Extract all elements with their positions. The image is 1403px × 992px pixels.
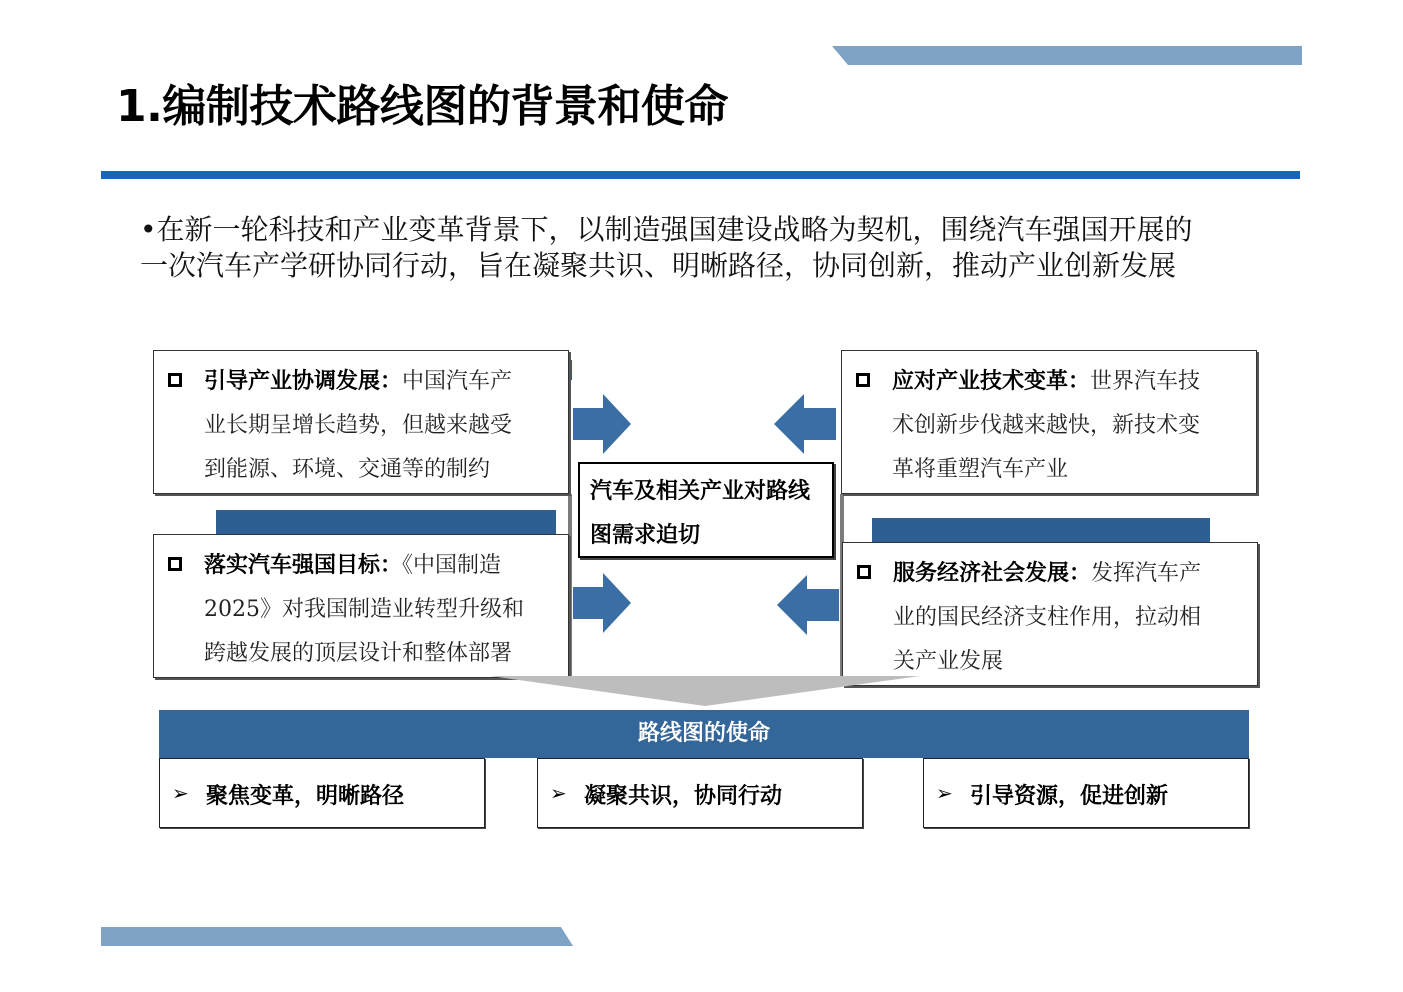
quadrant-heading: 服务经济社会发展 xyxy=(893,560,1070,586)
page-title: 1.编制技术路线图的背景和使命 xyxy=(116,81,728,132)
header-decoration-bar xyxy=(832,46,1302,65)
square-bullet-icon xyxy=(168,557,182,571)
mission-label: 引导资源，促进创新 xyxy=(970,784,1169,809)
center-line-2: 图需求迫切 xyxy=(590,523,701,548)
square-bullet-icon xyxy=(168,373,182,387)
intro-line-2: 一次汽车产学研协同行动，旨在凝聚共识、明晰路径，协同创新，推动产业创新发展 xyxy=(140,249,1177,282)
arrow-right-icon xyxy=(573,394,633,454)
mission-label: 凝聚共识，协同行动 xyxy=(584,784,783,809)
funnel-arrow-icon xyxy=(490,676,920,708)
mission-item xyxy=(923,758,1249,828)
quadrant-heading: 落实汽车强国目标 xyxy=(204,552,381,578)
chevron-bullet-icon: ➢ xyxy=(936,781,953,805)
center-line-1: 汽车及相关产业对路线 xyxy=(590,479,811,504)
quadrant-heading: 应对产业技术变革 xyxy=(892,368,1069,394)
arrow-right-icon xyxy=(573,573,633,633)
mission-header: 路线图的使命 xyxy=(159,710,1249,758)
chevron-bullet-icon: ➢ xyxy=(550,781,567,805)
footer-decoration-bar xyxy=(101,927,573,946)
mission-item xyxy=(159,758,485,828)
title-divider xyxy=(101,171,1300,179)
right-panel-blue-bar xyxy=(872,518,1210,542)
quadrant-bottom-right: 服务经济社会发展：发挥汽车产 业的国民经济支柱作用，拉动相 关产业发展 xyxy=(842,542,1258,686)
mission-label: 聚焦变革，明晰路径 xyxy=(206,784,405,809)
square-bullet-icon xyxy=(856,373,870,387)
left-panel-blue-bar xyxy=(216,510,556,534)
intro-paragraph xyxy=(140,212,1290,284)
quadrant-top-right: 应对产业技术变革：世界汽车技 术创新步伐越来越快，新技术变 革将重塑汽车产业 xyxy=(841,350,1257,494)
chevron-bullet-icon: ➢ xyxy=(172,781,189,805)
quadrant-top-left: 引导产业协调发展：中国汽车产 业长期呈增长趋势，但越来越受 到能源、环境、交通等的制约 xyxy=(153,350,569,494)
quadrant-bottom-left: 落实汽车强国目标：《中国制造 2025》对我国制造业转型升级和 跨越发展的顶层设计和整体部署 xyxy=(153,534,569,678)
intro-line-1: •在新一轮科技和产业变革背景下，以制造强国建设战略为契机，围绕汽车强国开展的 xyxy=(140,213,1193,246)
quadrant-heading: 引导产业协调发展 xyxy=(204,368,381,394)
arrow-left-icon xyxy=(775,575,839,635)
center-box xyxy=(578,462,834,558)
square-bullet-icon xyxy=(857,565,871,579)
arrow-left-icon xyxy=(772,394,836,454)
mission-item xyxy=(537,758,863,828)
